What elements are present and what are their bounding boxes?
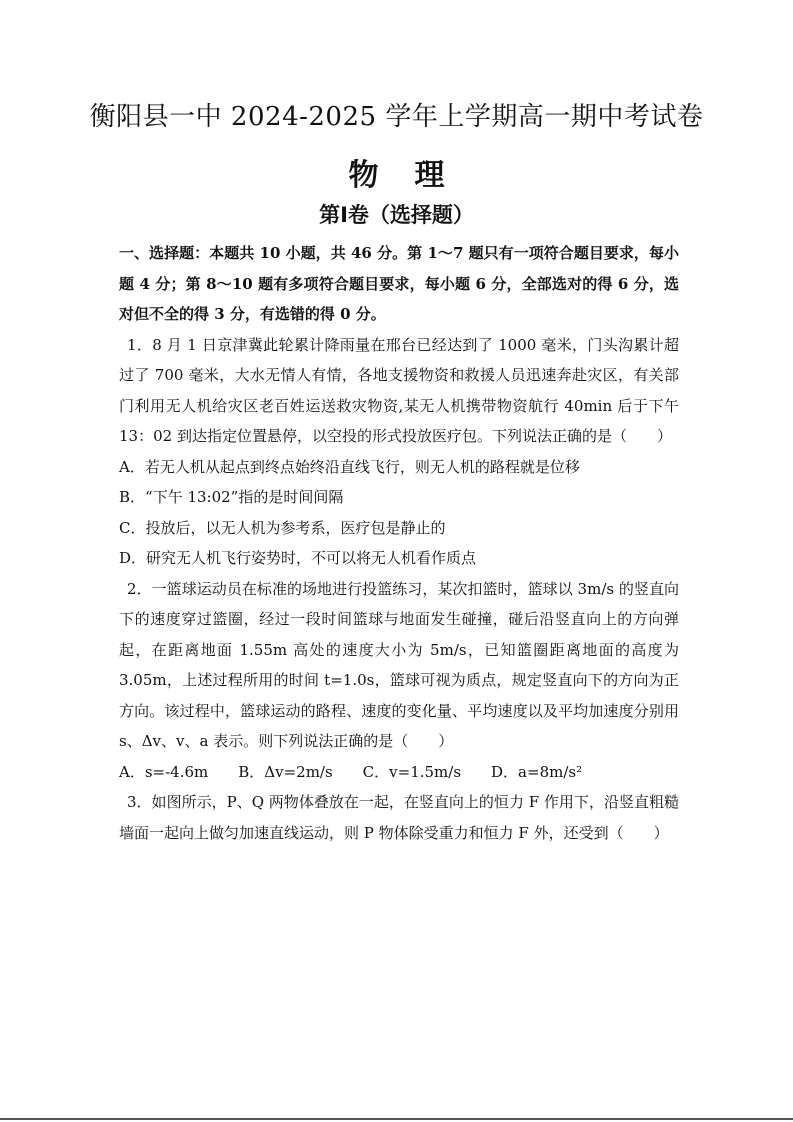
exam-body (119, 238, 679, 848)
section-title: 第Ⅰ卷（选择题） (319, 203, 474, 227)
question-2-options (119, 757, 679, 788)
subject-char-1: 物 (348, 158, 379, 193)
question-2-option-a: A．s=-4.6m (119, 762, 209, 781)
question-2-option-c: C．v=1.5m/s (362, 762, 462, 781)
page-bottom-rule (0, 1118, 793, 1120)
question-1-option-c: C．投放后，以无人机为参考系，医疗包是静止的 (119, 518, 446, 537)
question-2-stem: 2．一篮球运动员在标准的场地进行投篮练习，某次扣篮时，篮球以 3m/s 的竖直向下的速度穿过篮圈，经过一段时间篮球与地面发生碰撞，碰后沿竖直向上的方向弹起，在距离地面 1.55m 高处的速度大小为 5m/s，已知篮圈距离地面的高度为 3.05m，上述过程所用的时间 t=1.0s，篮球可视为质点，规定竖直向下的方向为正方向。该过程中，篮球运动的路程、速度的变化量、平均速度以及平均加速度分别用 s、Δv、v、a 表示。则下列说法正确的是（ ） (119, 579, 679, 750)
exam-title: 衡阳县一中 2024-2025 学年上学期高一期中考试卷 (89, 102, 704, 132)
question-2 (119, 574, 679, 788)
question-1 (119, 330, 679, 574)
section-instructions: 一、选择题：本题共 10 小题，共 46 分。第 1～7 题只有一项符合题目要求，每小题 4 分；第 8～10 题有多项符合题目要求，每小题 6 分，全部选对的得 6 分，选对但不全的得 3 分，有选错的得 0 分。 (119, 244, 679, 323)
question-2-option-d: D．a=8m/s² (491, 762, 583, 781)
question-3 (119, 787, 679, 848)
subject-char-2: 理 (414, 158, 445, 193)
question-1-option-d: D．研究无人机飞行姿势时，不可以将无人机看作质点 (119, 549, 477, 567)
question-2-option-b: B．Δv=2m/s (238, 762, 333, 781)
subject-title (0, 150, 793, 194)
question-3-stem: 3．如图所示，P、Q 两物体叠放在一起，在竖直向上的恒力 F 作用下，沿竖直粗糙墙面一起向上做匀加速直线运动，则 P 物体除受重力和恒力 F 外，还受到（ ） (119, 793, 679, 842)
question-1-option-b: B．“下午 13:02”指的是时间间隔 (119, 488, 344, 506)
question-1-stem: 1．8 月 1 日京津冀此轮累计降雨量在邢台已经达到了 1000 毫米，门头沟累计超过了 700 毫米，大水无情人有情，各地支援物资和救援人员迅速奔赴灾区，有关部门利用无人机给灾区老百姓运送救灾物资,某无人机携带物资航行 40min 后于下午 13：02 到达指定位置悬停，以空投的形式投放医疗包。下列说法正确的是（ ） (119, 335, 679, 445)
question-1-option-a: A．若无人机从起点到终点始终沿直线飞行，则无人机的路程就是位移 (119, 457, 580, 476)
